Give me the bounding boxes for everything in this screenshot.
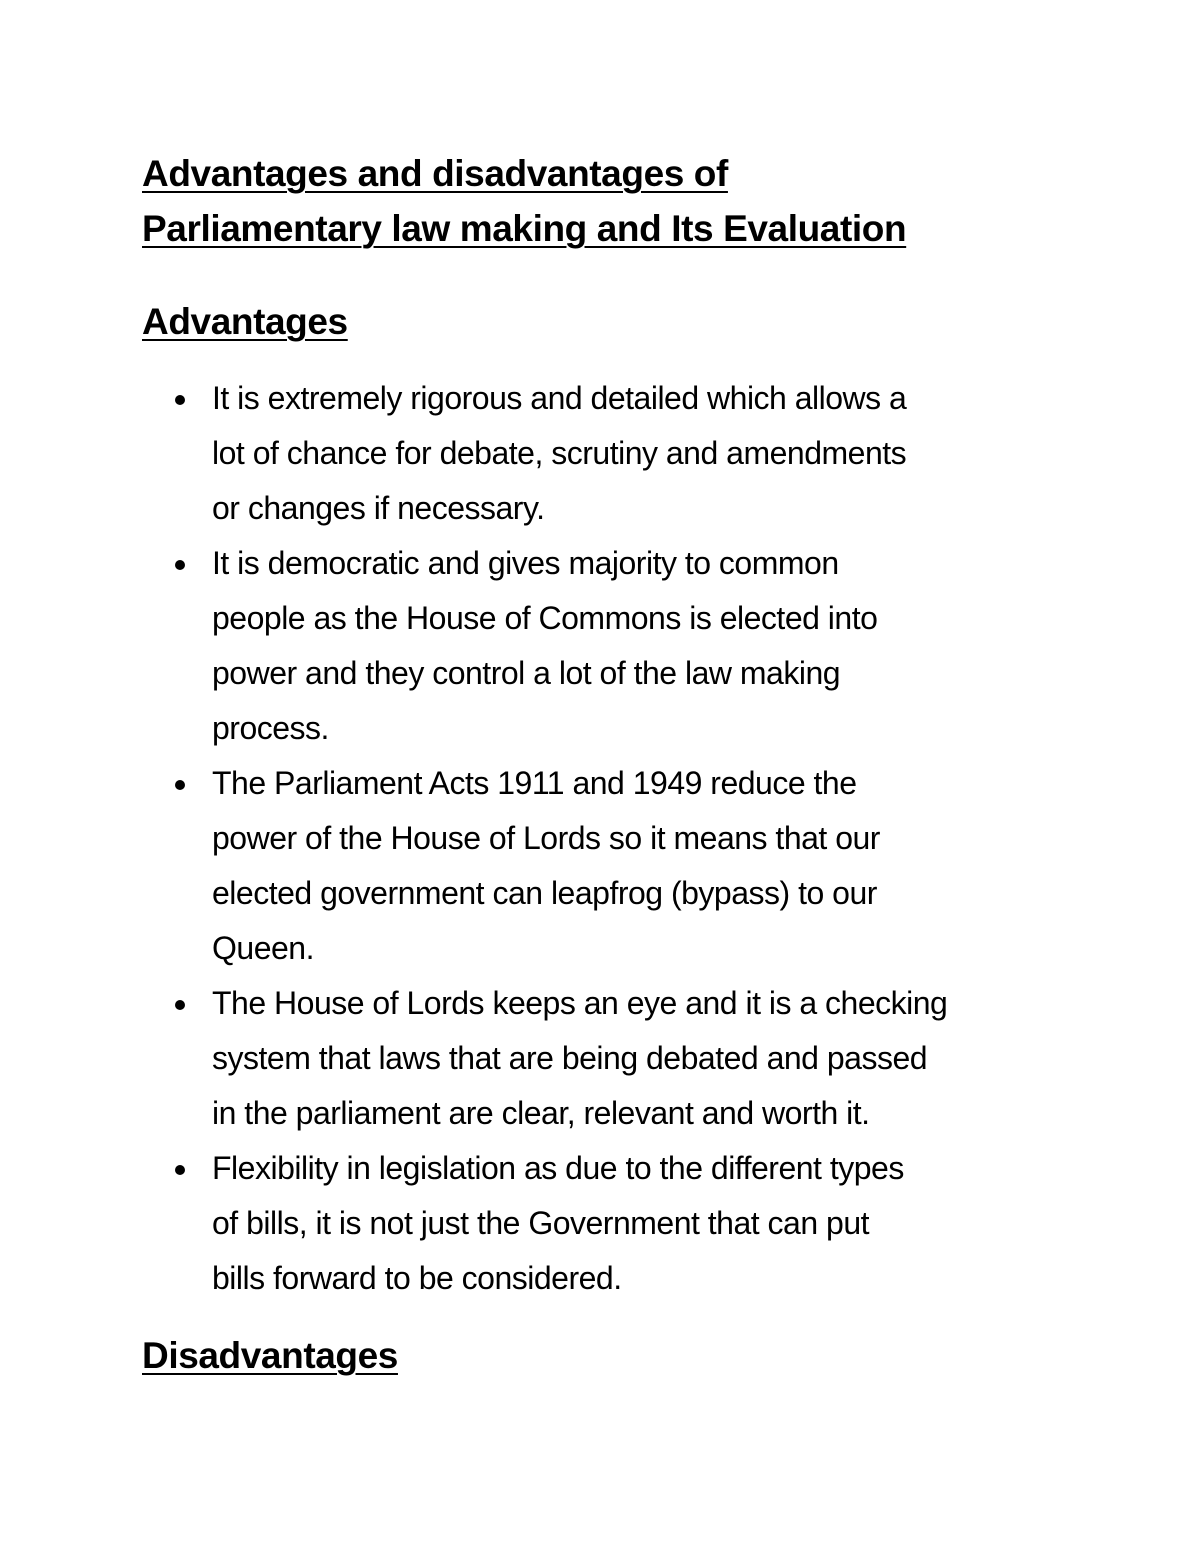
list-item-line: Queen. bbox=[212, 930, 314, 966]
list-item bbox=[212, 1141, 1072, 1306]
list-item-line: bills forward to be considered. bbox=[212, 1260, 622, 1296]
list-item-line: The Parliament Acts 1911 and 1949 reduce the bbox=[212, 765, 857, 801]
list-item bbox=[212, 371, 1072, 536]
advantages-list bbox=[212, 371, 1072, 1306]
list-item-line: Flexibility in legislation as due to the different types bbox=[212, 1150, 904, 1186]
list-item-line: or changes if necessary. bbox=[212, 490, 545, 526]
list-item-line: people as the House of Commons is elected into bbox=[212, 600, 878, 636]
list-item bbox=[212, 536, 1072, 756]
list-item-line: in the parliament are clear, relevant and worth it. bbox=[212, 1095, 870, 1131]
title-line: Advantages and disadvantages of bbox=[142, 153, 728, 194]
document-title bbox=[142, 146, 1102, 256]
title-line: Parliamentary law making and Its Evaluation bbox=[142, 208, 907, 249]
list-item-line: system that laws that are being debated and passed bbox=[212, 1040, 928, 1076]
bullet-icon bbox=[175, 1165, 185, 1175]
advantages-heading: Advantages bbox=[142, 301, 348, 342]
bullet-icon bbox=[175, 395, 185, 405]
bullet-icon bbox=[175, 1000, 185, 1010]
list-item-line: The House of Lords keeps an eye and it is a checking bbox=[212, 985, 948, 1021]
list-item bbox=[212, 976, 1072, 1141]
bullet-icon bbox=[175, 560, 185, 570]
list-item bbox=[212, 756, 1072, 976]
list-item-line: power of the House of Lords so it means that our bbox=[212, 820, 880, 856]
list-item-line: lot of chance for debate, scrutiny and amendments bbox=[212, 435, 907, 471]
list-item-line: process. bbox=[212, 710, 329, 746]
bullet-icon bbox=[175, 780, 185, 790]
disadvantages-heading: Disadvantages bbox=[142, 1335, 398, 1376]
list-item-line: It is democratic and gives majority to common bbox=[212, 545, 839, 581]
list-item-line: of bills, it is not just the Government that can put bbox=[212, 1205, 870, 1241]
list-item-line: It is extremely rigorous and detailed which allows a bbox=[212, 380, 907, 416]
list-item-line: power and they control a lot of the law making bbox=[212, 655, 841, 691]
list-item-line: elected government can leapfrog (bypass) to our bbox=[212, 875, 877, 911]
